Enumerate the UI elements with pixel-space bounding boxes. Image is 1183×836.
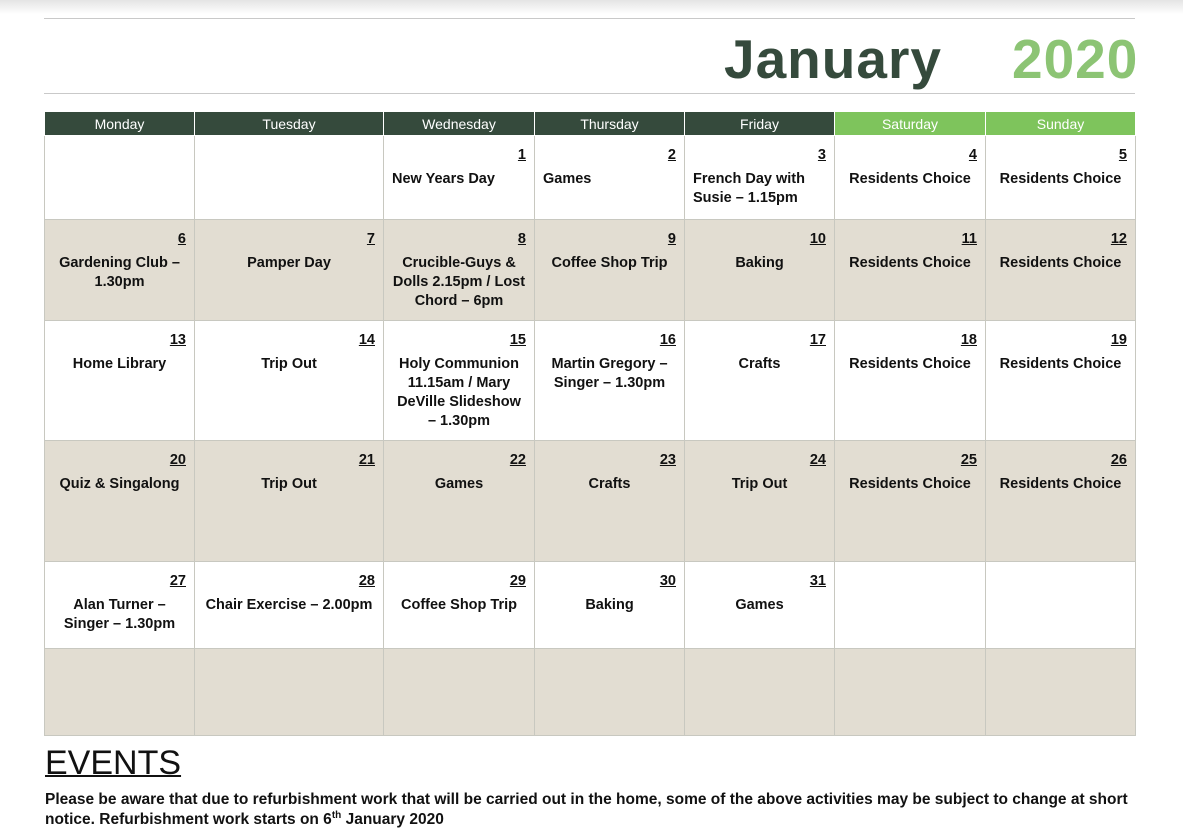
day-cell (384, 321, 535, 441)
date-number (843, 572, 977, 596)
day-cell (45, 321, 195, 441)
date-number: 7 (366, 231, 375, 247)
event-text: Martin Gregory – Singer – 1.30pm (551, 356, 668, 391)
event-text: Residents Choice (999, 476, 1122, 492)
day-cell (986, 321, 1136, 441)
day-cell (986, 220, 1136, 321)
date-number (994, 572, 1127, 596)
event-text: Baking (735, 255, 784, 271)
day-cell (986, 136, 1136, 220)
date-number: 10 (809, 231, 826, 247)
calendar-grid (44, 111, 1136, 736)
date-number: 20 (169, 452, 186, 468)
date-number: 15 (509, 332, 526, 348)
date-number: 1 (517, 147, 526, 163)
day-cell (685, 136, 835, 220)
date-number (693, 659, 826, 683)
day-cell (45, 136, 195, 220)
event-text: Pamper Day (247, 255, 331, 271)
top-rule (44, 18, 1135, 19)
date-number: 26 (1110, 452, 1127, 468)
day-cell (986, 649, 1136, 736)
top-shadow (0, 0, 1183, 14)
event-text: Crafts (738, 356, 781, 372)
event-text: Residents Choice (849, 171, 971, 187)
day-header: Wednesday (384, 112, 535, 136)
day-header: Tuesday (195, 112, 384, 136)
date-number: 17 (809, 332, 826, 348)
date-number: 21 (358, 452, 375, 468)
event-text: Residents Choice (849, 476, 971, 492)
event-text: Holy Communion 11.15am / Mary DeVille Slideshow – 1.30pm (397, 356, 521, 429)
date-number: 6 (177, 231, 186, 247)
week-row (45, 649, 1136, 736)
date-number: 30 (659, 573, 676, 589)
week-row (45, 562, 1136, 649)
day-cell (986, 441, 1136, 562)
event-text: Games (735, 597, 784, 613)
day-cell (685, 321, 835, 441)
date-number: 28 (358, 573, 375, 589)
day-cell (195, 136, 384, 220)
day-header: Sunday (986, 112, 1136, 136)
month-title: January (724, 28, 942, 90)
day-header: Friday (685, 112, 835, 136)
date-number (392, 659, 526, 683)
day-cell (535, 136, 685, 220)
event-text: Crucible-Guys & Dolls 2.15pm / Lost Chord – 6pm (392, 255, 526, 309)
day-cell (535, 321, 685, 441)
day-cell (45, 649, 195, 736)
day-header: Saturday (835, 112, 986, 136)
date-number: 24 (809, 452, 826, 468)
date-number: 5 (1118, 147, 1127, 163)
date-number (203, 146, 375, 170)
date-number (843, 659, 977, 683)
event-text: Residents Choice (849, 255, 971, 271)
event-text: Coffee Shop Trip (551, 255, 668, 271)
day-cell (535, 220, 685, 321)
day-cell (384, 562, 535, 649)
event-text: French Day with Susie – 1.15pm (693, 171, 805, 206)
day-cell (195, 441, 384, 562)
event-text: Residents Choice (999, 171, 1122, 187)
event-text: Trip Out (731, 476, 788, 492)
week-row (45, 136, 1136, 220)
week-row (45, 321, 1136, 441)
date-number: 25 (960, 452, 977, 468)
week-row (45, 220, 1136, 321)
events-heading: EVENTS (45, 744, 182, 782)
day-cell (195, 649, 384, 736)
date-number (994, 659, 1127, 683)
day-cell (45, 562, 195, 649)
date-number: 31 (809, 573, 826, 589)
day-cell (986, 562, 1136, 649)
day-cell (685, 562, 835, 649)
day-cell (45, 441, 195, 562)
event-text: Games (543, 171, 592, 187)
event-text: Crafts (588, 476, 631, 492)
date-number (53, 659, 186, 683)
event-text: Trip Out (261, 476, 317, 492)
date-number (53, 146, 186, 170)
day-cell (535, 562, 685, 649)
date-number: 3 (817, 147, 826, 163)
event-text: Quiz & Singalong (59, 476, 180, 492)
date-number: 4 (968, 147, 977, 163)
day-cell (535, 649, 685, 736)
date-number (203, 659, 375, 683)
notice-text-end: January 2020 (341, 811, 444, 828)
day-cell (835, 136, 986, 220)
day-cell (685, 441, 835, 562)
event-text: Residents Choice (849, 356, 971, 372)
event-text: Home Library (72, 356, 167, 372)
week-row (45, 441, 1136, 562)
day-cell (384, 220, 535, 321)
events-notice (45, 790, 1145, 830)
date-number: 18 (960, 332, 977, 348)
date-number: 16 (659, 332, 676, 348)
event-text: Trip Out (261, 356, 317, 372)
event-text: Games (434, 476, 484, 492)
day-cell (195, 220, 384, 321)
event-text: Coffee Shop Trip (401, 597, 517, 613)
event-text: Chair Exercise – 2.00pm (205, 597, 373, 613)
event-text: Alan Turner – Singer – 1.30pm (63, 597, 176, 632)
day-header: Thursday (535, 112, 685, 136)
day-cell (835, 321, 986, 441)
day-cell (195, 562, 384, 649)
event-text: Gardening Club – 1.30pm (59, 255, 180, 290)
day-cell (835, 649, 986, 736)
day-cell (384, 649, 535, 736)
day-header-row (45, 112, 1136, 136)
day-header: Monday (45, 112, 195, 136)
notice-superscript: th (331, 809, 342, 821)
title-rule (44, 93, 1135, 94)
event-text: Baking (585, 597, 634, 613)
year-title: 2020 (1012, 28, 1139, 90)
day-cell (535, 441, 685, 562)
day-cell (835, 562, 986, 649)
date-number: 11 (961, 231, 977, 247)
date-number: 12 (1110, 231, 1127, 247)
date-number: 9 (667, 231, 676, 247)
event-text: Residents Choice (999, 255, 1122, 271)
day-cell (45, 220, 195, 321)
event-text: Residents Choice (999, 356, 1122, 372)
day-cell (384, 441, 535, 562)
day-cell (384, 136, 535, 220)
date-number: 13 (169, 332, 186, 348)
date-number: 22 (509, 452, 526, 468)
date-number: 27 (169, 573, 186, 589)
date-number: 23 (659, 452, 676, 468)
day-cell (685, 220, 835, 321)
notice-text: Please be aware that due to refurbishment work that will be carried out in the home, some of the above activities may be subject to change at short notice. Refurbishment work starts on 6 (45, 791, 1128, 828)
date-number (543, 659, 676, 683)
day-cell (685, 649, 835, 736)
event-text: New Years Day (392, 171, 495, 187)
date-number: 14 (358, 332, 375, 348)
date-number: 2 (667, 147, 676, 163)
day-cell (195, 321, 384, 441)
date-number: 29 (509, 573, 526, 589)
day-cell (835, 441, 986, 562)
date-number: 8 (517, 231, 526, 247)
day-cell (835, 220, 986, 321)
date-number: 19 (1110, 332, 1127, 348)
